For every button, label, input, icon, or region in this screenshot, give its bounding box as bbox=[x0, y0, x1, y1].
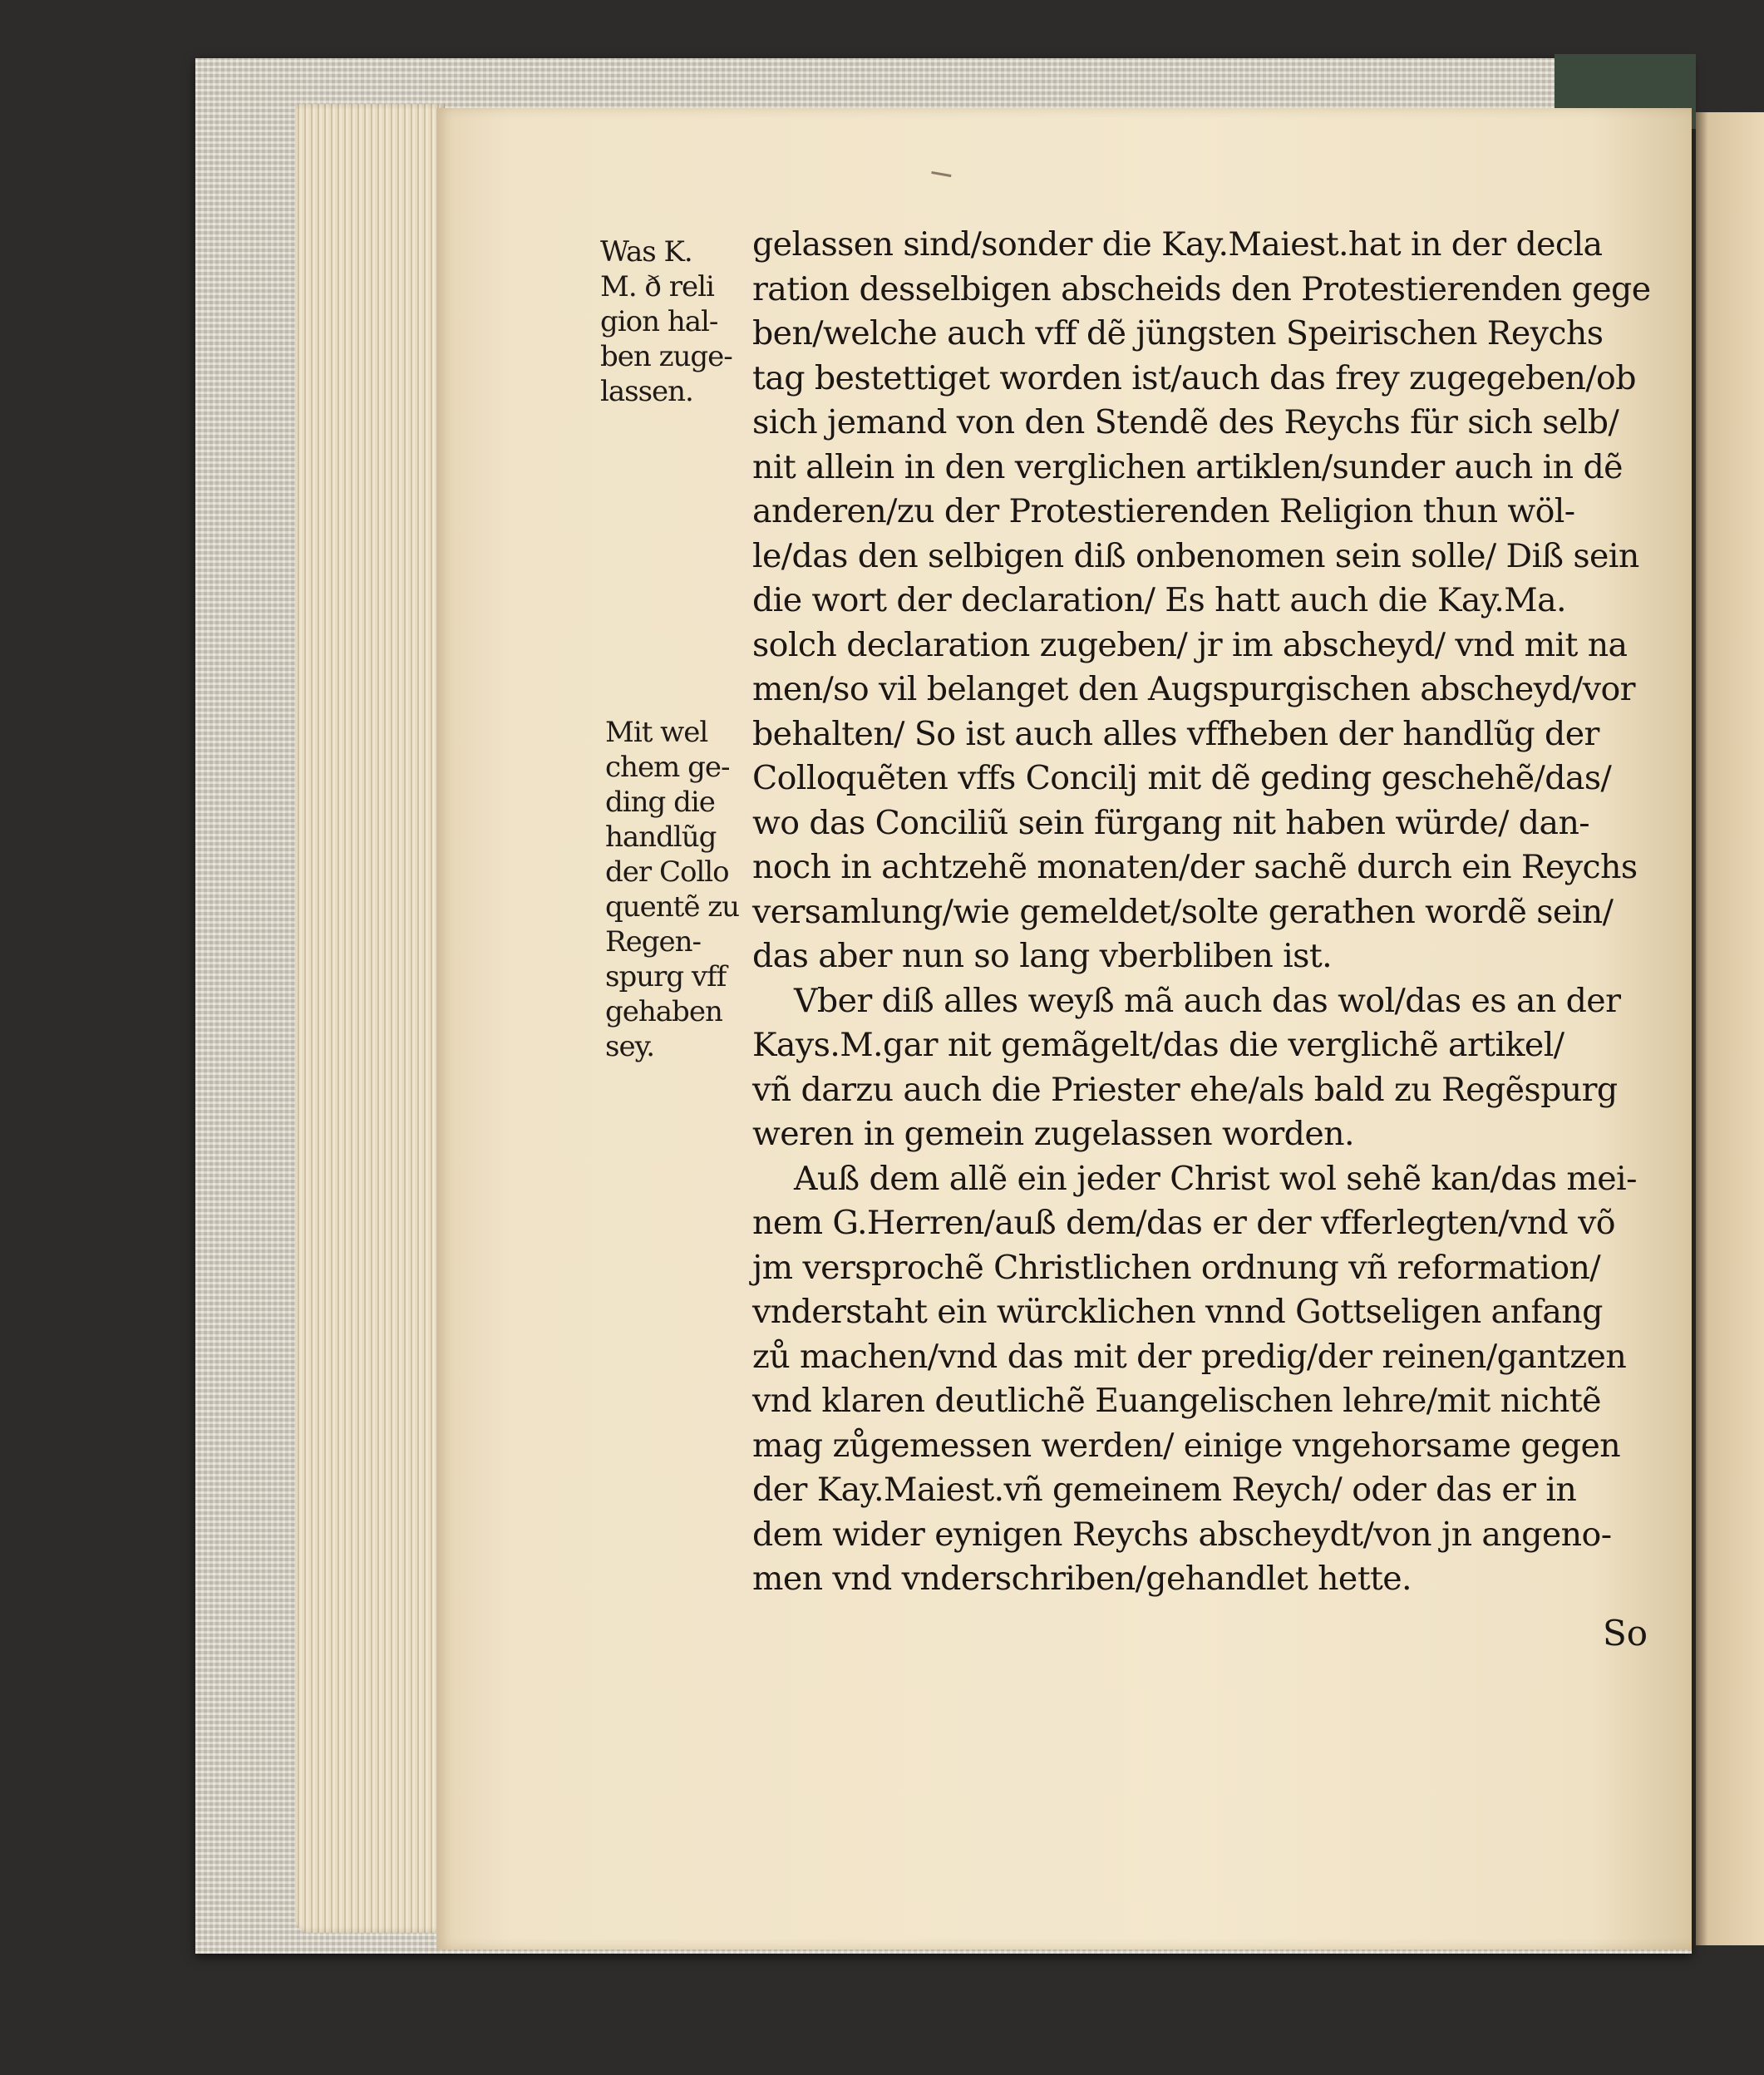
text-line: anderen/zu der Protestierenden Religion thun wöl- bbox=[752, 492, 1575, 530]
text-line: zů machen/vnd das mit der predig/der reinen/gantzen bbox=[752, 1337, 1627, 1376]
text-line: le/das den selbigen diß onbenomen sein solle/ Diß sein bbox=[752, 536, 1639, 575]
margin-note-line: gion hal- bbox=[600, 305, 718, 338]
text-line: die wort der declaration/ Es hatt auch die Kay.Ma. bbox=[752, 581, 1566, 619]
facing-page-edge bbox=[1696, 112, 1764, 1945]
margin-note-line: handlũg bbox=[605, 821, 717, 854]
margin-note-line: sey. bbox=[605, 1030, 655, 1063]
text-line: der Kay.Maiest.vñ gemeinem Reych/ oder das er in bbox=[752, 1471, 1577, 1509]
text-line: nit allein in den verglichen artiklen/sunder auch in dẽ bbox=[752, 447, 1623, 486]
margin-note-line: quentẽ zu bbox=[605, 890, 740, 924]
text-line: tag bestettiget worden ist/auch das frey zugegeben/ob bbox=[752, 358, 1636, 397]
text-line: sich jemand von den Stendẽ des Reychs für sich selb/ bbox=[752, 403, 1619, 441]
text-line: noch in achtzehẽ monaten/der sachẽ durch ein Reychs bbox=[752, 848, 1638, 886]
text-line: vñ darzu auch die Priester ehe/als bald zu Regẽspurg bbox=[752, 1070, 1618, 1109]
margin-note bbox=[605, 715, 739, 1064]
text-line: nem G.Herren/auß dem/das er der vfferlegten/vnd võ bbox=[752, 1204, 1615, 1242]
text-line: behalten/ So ist auch alles vffheben der handlũg der bbox=[752, 714, 1599, 753]
text-line: Auß dem allẽ ein jeder Christ wol sehẽ kan/das mei- bbox=[794, 1159, 1637, 1198]
text-line: mag zůgemessen werden/ einige vngehorsame gegen bbox=[752, 1426, 1621, 1465]
margin-note-line: gehaben bbox=[605, 995, 722, 1028]
text-line: ration desselbigen abscheids den Protestierenden gege bbox=[752, 269, 1651, 308]
text-line: Vber diß alles weyß mã auch das wol/das es an der bbox=[794, 981, 1621, 1020]
catchword: So bbox=[1603, 1613, 1648, 1654]
text-line: wo das Conciliũ sein fürgang nit haben würde/ dan- bbox=[752, 803, 1590, 842]
margin-note-line: ding die bbox=[605, 786, 715, 819]
text-line: gelassen sind/sonder die Kay.Maiest.hat in der decla bbox=[752, 225, 1603, 264]
margin-note-line: Regen- bbox=[605, 925, 701, 959]
margin-note bbox=[600, 234, 732, 409]
margin-note-line: ben zuge- bbox=[600, 340, 732, 373]
body-text bbox=[752, 223, 1667, 1602]
text-line: ben/welche auch vff dẽ jüngsten Speirischen Reychs bbox=[752, 314, 1604, 352]
page-edges bbox=[295, 104, 445, 1933]
text-line: versamlung/wie gemeldet/solte gerathen wordẽ sein/ bbox=[752, 892, 1614, 931]
margin-note-line: chem ge- bbox=[605, 751, 730, 784]
margin-note-line: M. ð reli bbox=[600, 270, 714, 303]
margin-note-line: Mit wel bbox=[605, 716, 708, 749]
text-line: das aber nun so lang vberbliben ist. bbox=[752, 937, 1333, 975]
text-line: Kays.M.gar nit gemãgelt/das die verglichẽ artikel/ bbox=[752, 1026, 1564, 1064]
margin-note-line: Was K. bbox=[600, 235, 692, 269]
margin-note-line: spurg vff bbox=[605, 960, 727, 993]
text-line: jm versprochẽ Christlichen ordnung vñ reformation/ bbox=[752, 1248, 1601, 1287]
text-line: vnderstaht ein würcklichen vnnd Gottseligen anfang bbox=[752, 1293, 1603, 1331]
text-line: men vnd vnderschriben/gehandlet hette. bbox=[752, 1560, 1412, 1598]
margin-note-line: der Collo bbox=[605, 855, 729, 889]
text-line: dem wider eynigen Reychs abscheydt/von jn angeno- bbox=[752, 1515, 1612, 1554]
text-line: Colloquẽten vffs Concilj mit dẽ geding geschehẽ/das/ bbox=[752, 759, 1612, 797]
margin-note-line: lassen. bbox=[600, 375, 693, 408]
text-line: men/so vil belanget den Augspurgischen abscheyd/vor bbox=[752, 670, 1635, 708]
text-line: solch declaration zugeben/ jr im abscheyd/ vnd mit na bbox=[752, 625, 1628, 664]
text-line: vnd klaren deutlichẽ Euangelischen lehre/mit nichtẽ bbox=[752, 1382, 1601, 1420]
text-line: weren in gemein zugelassen worden. bbox=[752, 1115, 1354, 1153]
